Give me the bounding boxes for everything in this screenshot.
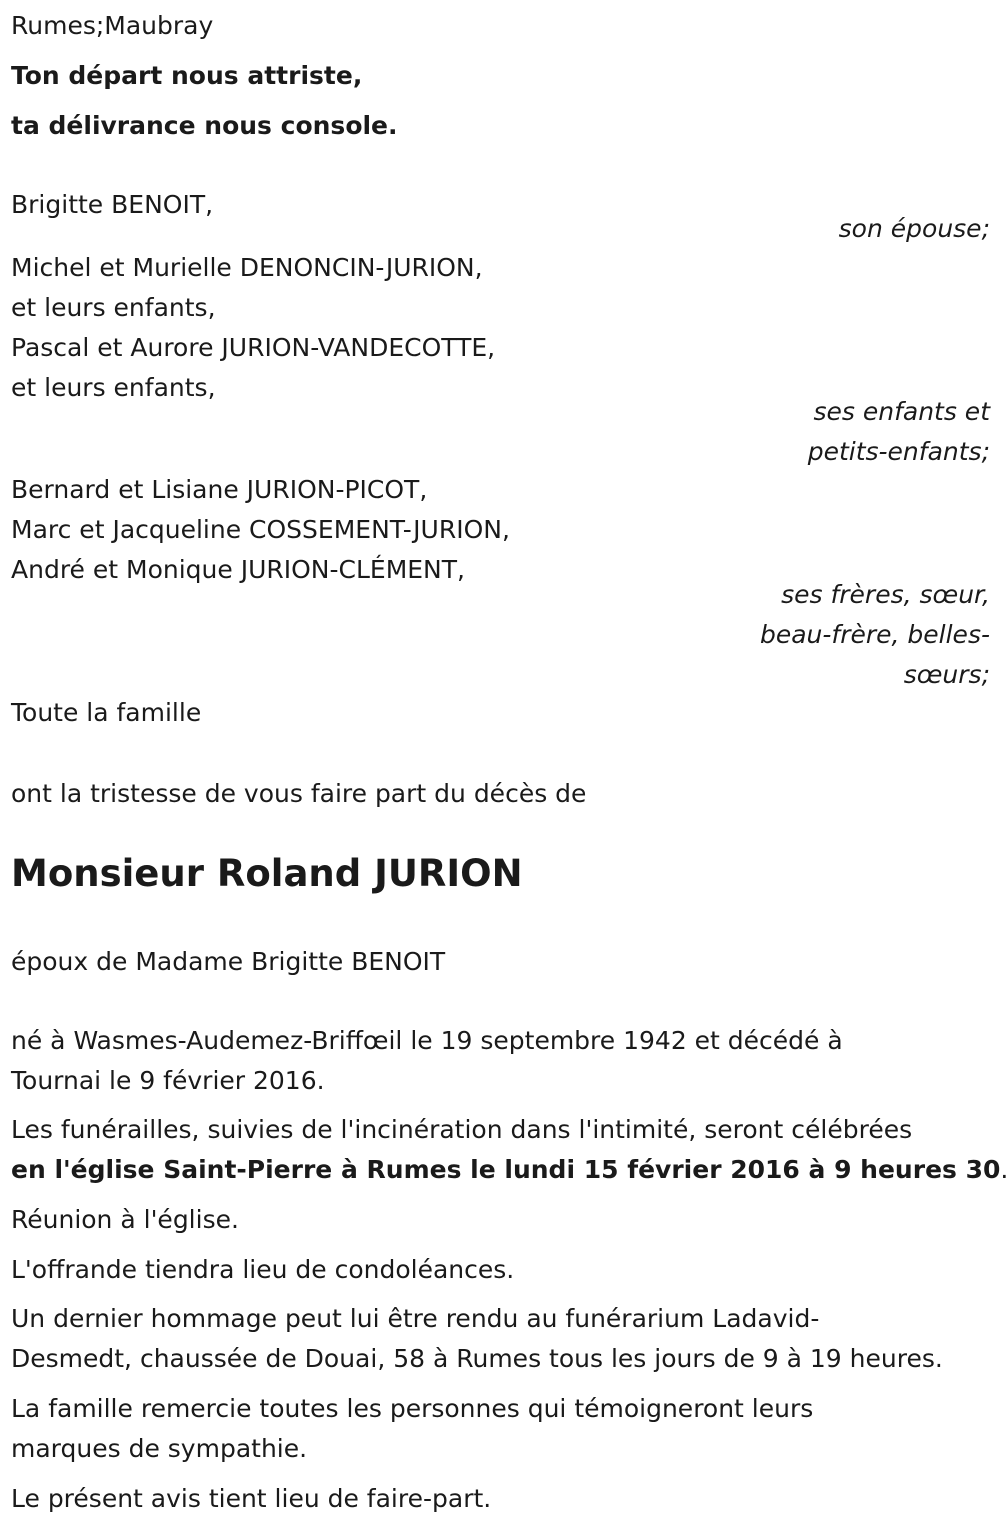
birth-death-line: Tournai le 9 février 2016. — [11, 1066, 325, 1095]
funeral-end: . — [1000, 1155, 1008, 1184]
sibling-line: Bernard et Lisiane JURION-PICOT, — [11, 475, 428, 504]
thanks-line: marques de sympathie. — [11, 1434, 308, 1463]
children-line: Michel et Murielle DENONCIN-JURION, — [11, 253, 483, 282]
funeral-line: Les funérailles, suivies de l'incinération dans l'intimité, seront célébrées — [11, 1115, 913, 1144]
meeting-text: Réunion à l'église. — [11, 1205, 239, 1234]
all-family: Toute la famille — [11, 698, 202, 727]
spouse-role: son épouse; — [838, 214, 990, 243]
children-role: ses enfants et — [813, 397, 990, 426]
location: Rumes;Maubray — [11, 11, 214, 40]
funeral-details — [11, 1150, 1008, 1190]
funeral-bold: en l'église Saint-Pierre à Rumes le lundi 15 février 2016 à 9 heures 30 — [11, 1155, 1001, 1184]
children-line: et leurs enfants, — [11, 293, 216, 322]
siblings-role: sœurs; — [903, 660, 990, 689]
quote-line-1: Ton départ nous attriste, — [11, 61, 363, 90]
children-role: petits-enfants; — [807, 437, 990, 466]
spouse-name: Brigitte BENOIT, — [11, 190, 214, 219]
children-line: Pascal et Aurore JURION-VANDECOTTE, — [11, 333, 496, 362]
birth-death-line: né à Wasmes-Audemez-Briffœil le 19 septembre 1942 et décédé à — [11, 1026, 843, 1055]
sibling-line: Marc et Jacqueline COSSEMENT-JURION, — [11, 515, 510, 544]
sibling-line: André et Monique JURION-CLÉMENT, — [11, 555, 465, 584]
notice-text: Le présent avis tient lieu de faire-part. — [11, 1484, 492, 1513]
siblings-role: ses frères, sœur, — [781, 580, 990, 609]
deceased-name: Monsieur Roland JURION — [11, 852, 523, 895]
siblings-role: beau-frère, belles- — [759, 620, 990, 649]
quote-line-2: ta délivrance nous console. — [11, 111, 398, 140]
tribute-line: Desmedt, chaussée de Douai, 58 à Rumes tous les jours de 9 à 19 heures. — [11, 1344, 943, 1373]
thanks-line: La famille remercie toutes les personnes qui témoigneront leurs — [11, 1394, 814, 1423]
children-line: et leurs enfants, — [11, 373, 216, 402]
offering-text: L'offrande tiendra lieu de condoléances. — [11, 1255, 515, 1284]
tribute-line: Un dernier hommage peut lui être rendu au funérarium Ladavid- — [11, 1304, 820, 1333]
spouse-of: époux de Madame Brigitte BENOIT — [11, 947, 446, 976]
intro-text: ont la tristesse de vous faire part du décès de — [11, 779, 587, 808]
